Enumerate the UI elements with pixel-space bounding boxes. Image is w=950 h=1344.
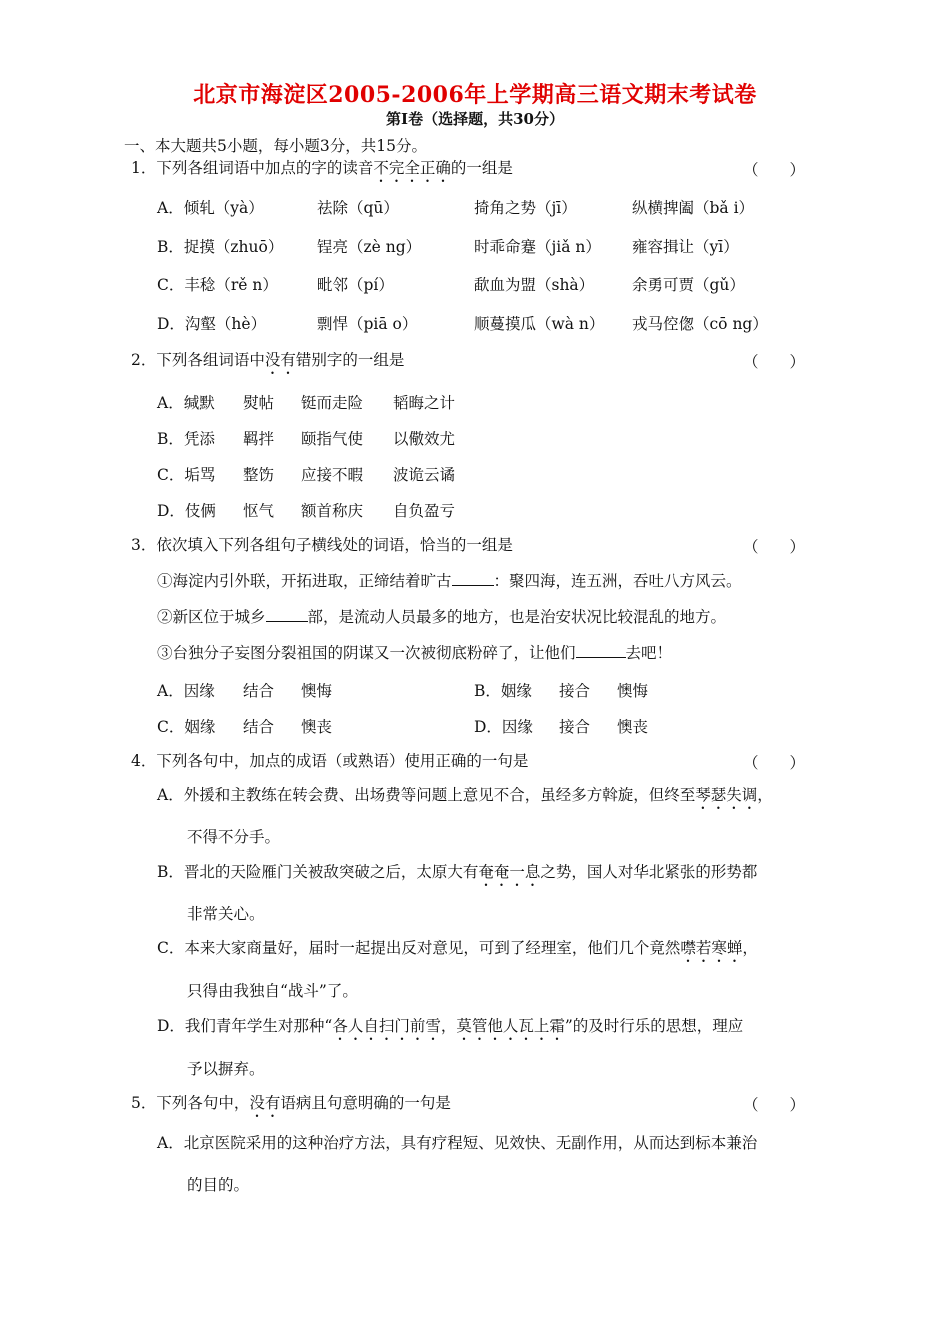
q3-option-b-2: 接合 [559, 682, 591, 700]
q3-option-d-1: D．因缘 [474, 718, 533, 736]
q4-answer-paren[interactable]: （ ） [743, 754, 806, 772]
exam-title: 北京市海淀区2005-2006年上学期高三语文期末考试卷 [193, 82, 757, 108]
q1-option-d-2: 剽悍（piā o） [317, 315, 418, 333]
q4-option-b-line-1: B．晋北的天险雁门关被敌突破之后，太原大有奄奄一息之势，国人对华北紧张的形势都 [157, 863, 758, 881]
q1-option-b-2: 锃亮（zè ng） [317, 238, 422, 256]
q3-option-d-2: 接合 [559, 718, 591, 736]
q1-option-c-4: 余勇可贾（gǔ） [632, 276, 745, 294]
q2-option-b-2: 羁拌 [243, 430, 275, 448]
q4-option-c-line-2: 只得由我独自“战斗”了。 [187, 982, 358, 1000]
q4-option-d-idiom: 各人自扫门前雪，莫管他人瓦上霜 [332, 1017, 565, 1035]
q3-sentence-1: ①海淀内引外联，开拓进取，正缔结着旷古 ：聚四海，连五洲，吞吐八方风云。 [157, 572, 742, 590]
q4-option-c-line-1: C．本来大家商量好，届时一起提出反对意见，可到了经理室，他们几个竟然噤若寒蝉， [157, 939, 758, 957]
q3-option-c-2: 结合 [243, 718, 275, 736]
q4-option-d-line-2: 予以摒弃。 [187, 1060, 265, 1078]
q1-option-c-2: 毗邻（pí） [317, 276, 394, 294]
q1-stem-emphasis: 不完全正确 [373, 159, 451, 177]
q1-option-d-4: 戎马倥偬（cō ng） [632, 315, 768, 333]
q2-option-b-3: 颐指气使 [301, 430, 364, 448]
q1-option-a-3: 掎角之势（jī） [474, 199, 577, 217]
q3-blank-3[interactable] [576, 643, 626, 658]
q4-option-b-line-2: 非常关心。 [187, 905, 265, 923]
q5-stem: 5．下列各句中，没有语病且句意明确的一句是 [131, 1094, 451, 1112]
q3-option-c-1: C．姻缘 [157, 718, 216, 736]
q4-option-a-line-2: 不得不分手。 [187, 828, 281, 846]
q4-option-a-line-1: A．外援和主教练在转会费、出场费等问题上意见不合，虽经多方斡旋，但终至琴瑟失调， [157, 786, 773, 804]
q4-option-d-line-1: D．我们青年学生对那种“各人自扫门前雪，莫管他人瓦上霜”的及时行乐的思想，理应 [157, 1017, 744, 1035]
q5-answer-paren[interactable]: （ ） [743, 1096, 806, 1114]
q3-blank-2[interactable] [266, 607, 308, 622]
q1-option-d-3: 顺蔓摸瓜（wà n） [474, 315, 605, 333]
q1-option-b-3: 时乖命蹇（jiǎ n） [474, 238, 601, 256]
q2-option-a-1: A．缄默 [157, 394, 215, 412]
q5-option-a-line-2: 的目的。 [187, 1176, 250, 1194]
q2-option-c-1: C．垢骂 [157, 466, 216, 484]
q2-option-a-2: 熨帖 [243, 394, 275, 412]
q1-option-a-2: 祛除（qū） [317, 199, 399, 217]
q5-stem-emphasis: 没有 [249, 1094, 281, 1112]
q3-sentence-2: ②新区位于城乡 部，是流动人员最多的地方，也是治安状况比较混乱的地方。 [157, 608, 727, 626]
q3-option-a-1: A．因缘 [157, 682, 215, 700]
q2-option-d-1: D．伎俩 [157, 502, 216, 520]
q1-option-b-4: 雍容揖让（yī） [632, 238, 739, 256]
q3-blank-1[interactable] [452, 571, 494, 586]
q2-option-a-3: 铤而走险 [301, 394, 364, 412]
section-subtitle: 第Ⅰ卷（选择题，共30分） [386, 110, 564, 128]
q2-option-a-4: 韬晦之计 [393, 394, 456, 412]
q2-option-d-4: 自负盈亏 [393, 502, 456, 520]
q2-option-d-3: 额首称庆 [301, 502, 364, 520]
q3-option-c-3: 懊丧 [301, 718, 333, 736]
q4-option-a-idiom: 琴瑟失调 [695, 786, 758, 804]
q3-option-d-3: 懊丧 [617, 718, 649, 736]
q1-answer-paren[interactable]: （ ） [743, 161, 806, 179]
q2-answer-paren[interactable]: （ ） [743, 353, 806, 371]
q3-option-a-2: 结合 [243, 682, 275, 700]
q3-stem: 3．依次填入下列各组句子横线处的词语，恰当的一组是 [131, 536, 513, 554]
q4-option-b-idiom: 奄奄一息 [478, 863, 541, 881]
q3-option-a-3: 懊悔 [301, 682, 333, 700]
q1-stem: 1．下列各组词语中加点的字的读音不完全正确的一组是 [131, 159, 513, 177]
q1-option-b-1: B．捉摸（zhuō） [157, 238, 284, 256]
q1-option-a-1: A．倾轧（yà） [157, 199, 264, 217]
q1-option-c-1: C．丰稔（rě n） [157, 276, 278, 294]
q3-sentence-3: ③台独分子妄图分裂祖国的阴谋又一次被彻底粉碎了，让他们 去吧！ [157, 644, 673, 662]
q1-option-c-3: 歃血为盟（shà） [474, 276, 595, 294]
q2-stem-emphasis: 没有 [264, 351, 296, 369]
section-intro: 一、本大题共5小题，每小题3分，共15分。 [124, 137, 427, 155]
q2-option-c-4: 波诡云谲 [393, 466, 456, 484]
q3-answer-paren[interactable]: （ ） [743, 538, 806, 556]
q2-stem: 2．下列各组词语中没有错别字的一组是 [131, 351, 405, 369]
q2-option-d-2: 怄气 [243, 502, 275, 520]
q2-option-b-4: 以儆效尤 [393, 430, 456, 448]
q1-option-a-4: 纵横捭阖（bǎ i） [632, 199, 755, 217]
q2-option-b-1: B．凭添 [157, 430, 215, 448]
q5-option-a-line-1: A．北京医院采用的这种治疗方法，具有疗程短、见效快、无副作用，从而达到标本兼治 [157, 1134, 758, 1152]
q2-option-c-2: 整饬 [243, 466, 275, 484]
q1-option-d-1: D．沟壑（hè） [157, 315, 267, 333]
q4-stem: 4．下列各句中，加点的成语（或熟语）使用正确的一句是 [131, 752, 529, 770]
q3-option-b-1: B．姻缘 [474, 682, 532, 700]
q4-option-c-idiom: 噤若寒蝉 [680, 939, 743, 957]
q2-option-c-3: 应接不暇 [301, 466, 364, 484]
q3-option-b-3: 懊悔 [617, 682, 649, 700]
